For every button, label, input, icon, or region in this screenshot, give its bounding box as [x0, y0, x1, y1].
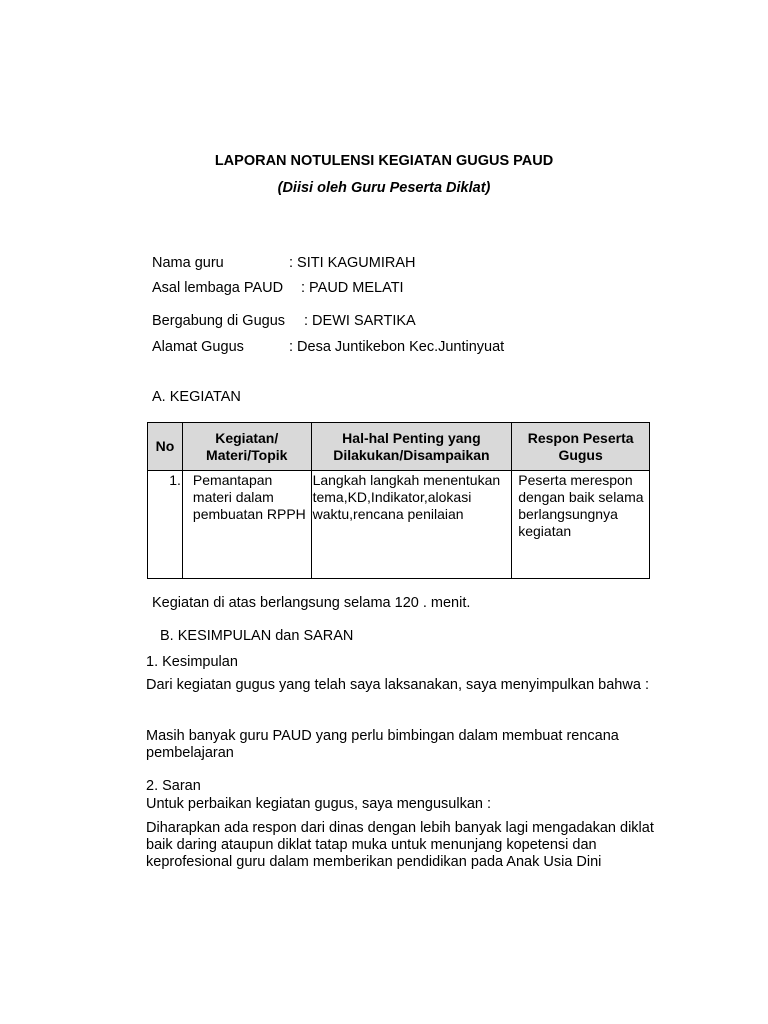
duration-text: Kegiatan di atas berlangsung selama 120 . menit.	[152, 595, 471, 611]
cell-hal-penting: Langkah langkah menentukan tema,KD,Indikator,alokasi waktu,rencana penilaian	[311, 471, 512, 579]
nama-value: : SITI KAGUMIRAH	[289, 255, 416, 271]
saran-intro: Untuk perbaikan kegiatan gugus, saya mengusulkan :	[146, 796, 491, 812]
saran-body: Diharapkan ada respon dari dinas dengan lebih banyak lagi mengadakan diklat baik daring ataupun diklat tatap muka untuk menunjang kopetensi dan keprofesional guru dalam memberikan pendidikan pada Anak Usia Dini	[146, 820, 654, 870]
kegiatan-table	[147, 422, 650, 579]
section-b-heading: B. KESIMPULAN dan SARAN	[160, 628, 354, 644]
header-hal-penting: Hal-hal Penting yang Dilakukan/Disampaikan	[311, 423, 512, 471]
alamat-label: Alamat Gugus	[152, 339, 244, 355]
cell-respon: Peserta merespon dengan baik selama berlangsungnya kegiatan	[512, 471, 650, 579]
kesimpulan-intro: Dari kegiatan gugus yang telah saya laksanakan, saya menyimpulkan bahwa :	[146, 677, 649, 693]
header-kegiatan: Kegiatan/ Materi/Topik	[182, 423, 311, 471]
cell-no: 1.	[148, 471, 183, 579]
document-subtitle: (Diisi oleh Guru Peserta Diklat)	[277, 180, 491, 196]
nama-label: Nama guru	[152, 255, 224, 271]
alamat-value: : Desa Juntikebon Kec.Juntinyuat	[289, 339, 505, 355]
asal-label: Asal lembaga PAUD	[152, 280, 284, 296]
kesimpulan-body: Masih banyak guru PAUD yang perlu bimbingan dalam membuat rencana pembelajaran	[146, 728, 619, 761]
kesimpulan-heading: 1. Kesimpulan	[146, 654, 238, 670]
header-no: No	[148, 423, 183, 471]
document-title: LAPORAN NOTULENSI KEGIATAN GUGUS PAUD	[214, 153, 554, 169]
saran-heading: 2. Saran	[146, 778, 201, 794]
cell-kegiatan: Pemantapan materi dalam pembuatan RPPH	[182, 471, 311, 579]
header-respon: Respon Peserta Gugus	[512, 423, 650, 471]
table-row	[148, 471, 650, 579]
asal-value: : PAUD MELATI	[301, 280, 404, 296]
section-a-heading: A. KEGIATAN	[152, 389, 241, 405]
gugus-label: Bergabung di Gugus	[152, 313, 286, 329]
table-header-row	[148, 423, 650, 471]
gugus-value: : DEWI SARTIKA	[304, 313, 416, 329]
